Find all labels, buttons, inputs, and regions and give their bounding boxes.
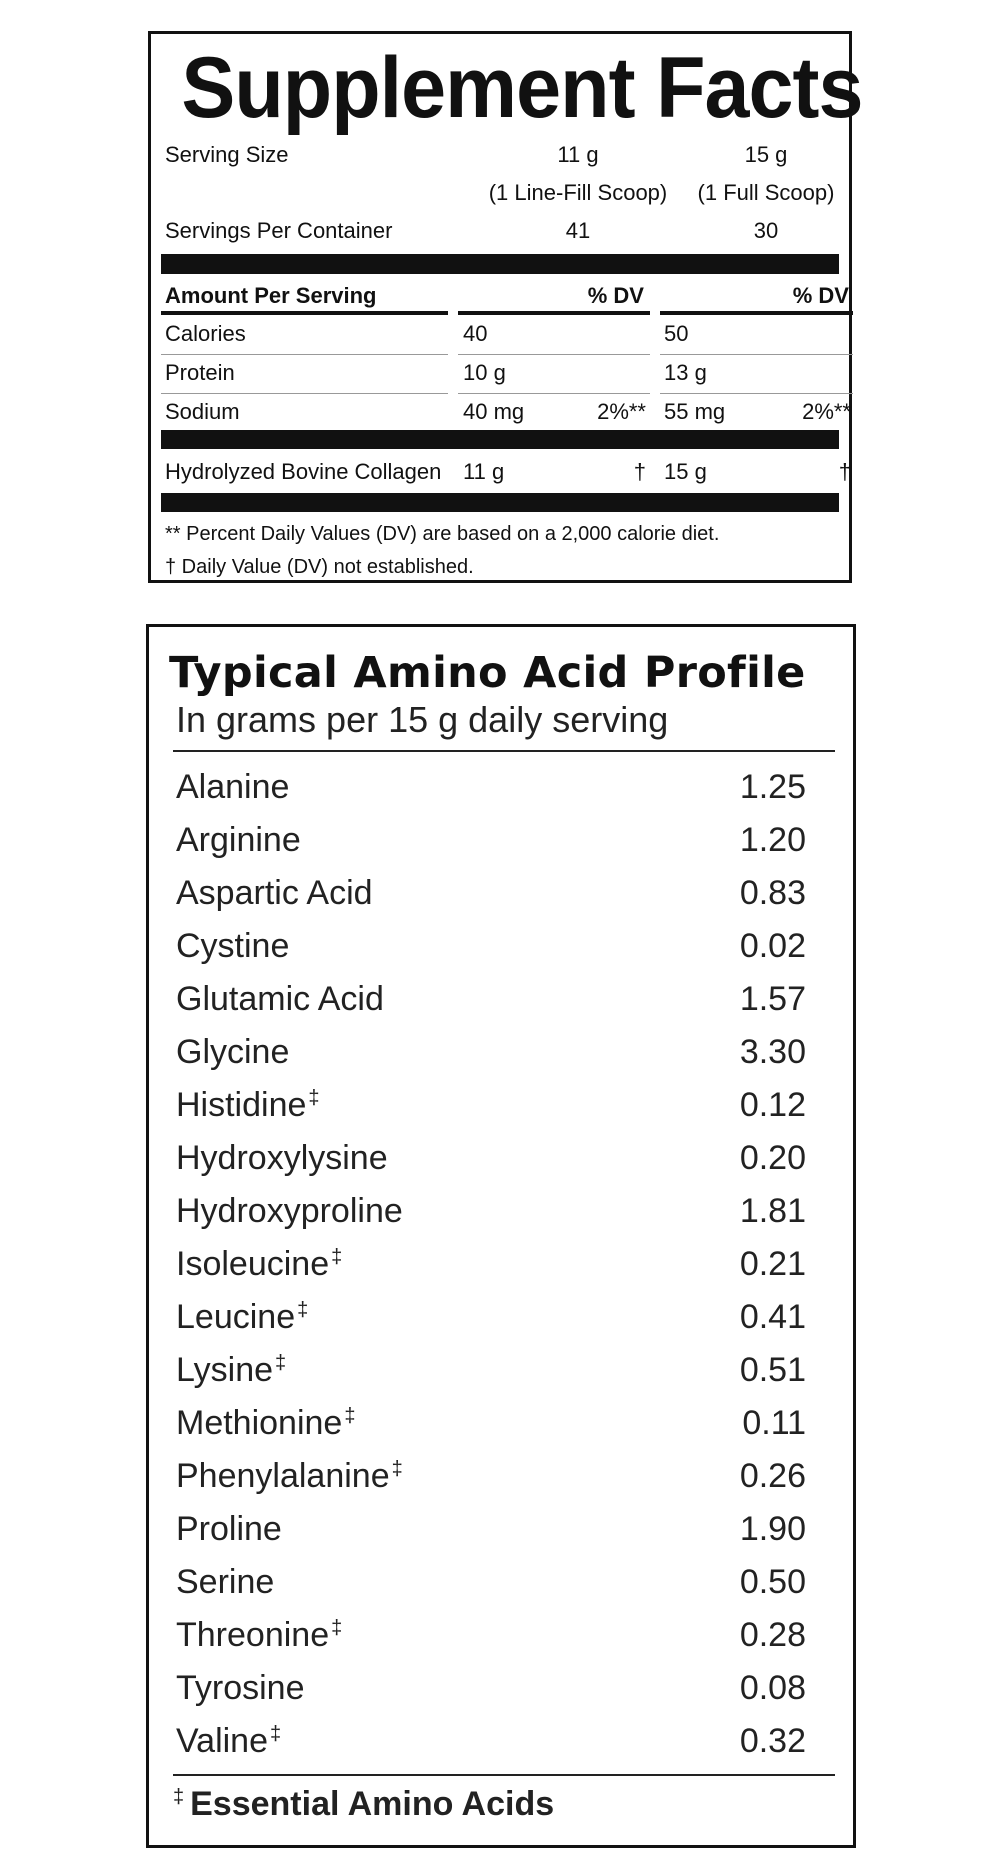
amino-acid-name: Hydroxylysine	[176, 1139, 388, 1177]
row-rule	[458, 354, 650, 355]
amino-acid-row	[176, 1503, 806, 1556]
amino-acid-name-cell	[176, 1503, 282, 1556]
nutrient-row-calories	[161, 314, 839, 353]
amino-acid-value: 0.20	[739, 1139, 806, 1177]
amino-acid-row	[176, 761, 806, 814]
amino-acid-row	[176, 1397, 806, 1450]
servings-per-container-row	[161, 212, 839, 250]
essential-mark: ‡	[331, 1616, 343, 1639]
nutrient-rows	[161, 314, 851, 431]
amino-acid-value: 0.32	[739, 1722, 806, 1760]
nutrient-label: Protein	[165, 360, 235, 385]
amino-acid-value: 0.21	[739, 1245, 806, 1283]
amino-acid-row	[176, 1450, 806, 1503]
amino-acid-row	[176, 1238, 806, 1291]
amino-acid-name: Histidine	[176, 1086, 307, 1124]
amino-acid-name-cell	[176, 973, 384, 1026]
essential-mark: ‡	[297, 1298, 309, 1321]
nutrient-amount-b: 55 mg	[664, 399, 726, 424]
amino-acid-name-cell	[176, 1185, 403, 1238]
amino-acid-name: Leucine	[176, 1298, 296, 1336]
amino-profile-title: Typical Amino Acid Profile	[169, 648, 806, 698]
nutrient-row-protein	[161, 353, 839, 392]
nutrient-amount-a: 40	[463, 321, 488, 346]
amino-acid-name-cell	[176, 1450, 403, 1503]
amino-acid-name: Hydroxyproline	[176, 1192, 403, 1230]
ingredient-b-dv: †	[838, 459, 851, 484]
amino-acid-row	[176, 1609, 806, 1662]
essential-legend-label: Essential Amino Acids	[190, 1785, 555, 1823]
row-rule	[660, 354, 853, 355]
servings-per-container-a: 41	[565, 218, 591, 243]
amino-acid-value: 1.25	[739, 768, 806, 806]
essential-mark: ‡	[173, 1785, 185, 1808]
nutrient-dv-a: 2%**	[597, 399, 646, 424]
amino-acid-name: Glutamic Acid	[176, 980, 384, 1018]
nutrient-label: Calories	[165, 321, 246, 346]
row-rule	[161, 393, 448, 394]
supplement-facts-panel	[148, 31, 863, 583]
amino-acid-name: Cystine	[176, 927, 290, 965]
amino-profile-bottom-rule	[173, 1774, 835, 1776]
amino-acid-row	[176, 920, 806, 973]
amino-acid-row	[176, 867, 806, 920]
essential-mark: ‡	[270, 1722, 282, 1745]
essential-mark: ‡	[275, 1351, 287, 1374]
amino-acid-name: Arginine	[176, 821, 301, 859]
amino-acid-profile-panel	[146, 624, 856, 1848]
amino-acid-name-cell	[176, 1397, 355, 1450]
nutrient-table	[161, 278, 851, 424]
amino-acid-name-cell	[176, 920, 289, 973]
amino-acid-name: Valine	[176, 1722, 268, 1760]
amino-acid-value: 1.20	[739, 821, 806, 859]
amino-acid-value: 0.11	[742, 1404, 806, 1442]
amino-acid-row	[176, 1026, 806, 1079]
amino-acid-row	[176, 1132, 806, 1185]
essential-mark: ‡	[391, 1457, 403, 1480]
amino-acid-row	[176, 1185, 806, 1238]
amino-acid-row	[176, 1344, 806, 1397]
amino-acid-name-cell	[176, 814, 301, 867]
amino-acid-list	[176, 761, 806, 1768]
supplement-facts-title: Supplement Facts	[181, 40, 863, 136]
footnote-dv-not-established: † Daily Value (DV) not established.	[165, 556, 474, 578]
amino-acid-row	[176, 1556, 806, 1609]
amino-acid-value: 0.50	[739, 1563, 806, 1601]
amino-acid-value: 0.12	[739, 1086, 806, 1124]
amino-acid-name: Proline	[176, 1510, 282, 1548]
divider-bar	[161, 493, 839, 512]
amino-acid-name-cell	[176, 1715, 281, 1768]
amino-acid-name-cell	[176, 867, 373, 920]
dv-header-b: % DV	[792, 283, 849, 308]
amino-acid-name: Methionine	[176, 1404, 343, 1442]
row-rule	[458, 393, 650, 394]
amino-acid-value: 1.81	[739, 1192, 806, 1230]
ingredient-a-dv: †	[633, 459, 646, 484]
nutrient-row-sodium	[161, 392, 851, 431]
serving-size-note-row	[161, 174, 839, 212]
amino-acid-name: Glycine	[176, 1033, 290, 1071]
amino-acid-value: 1.90	[739, 1510, 806, 1548]
servings-per-container-label: Servings Per Container	[165, 218, 393, 243]
amino-acid-name: Tyrosine	[176, 1669, 305, 1707]
serving-size-row	[161, 136, 839, 174]
ingredient-label: Hydrolyzed Bovine Collagen	[165, 459, 442, 484]
amino-acid-name-cell	[176, 1238, 342, 1291]
amino-acid-row	[176, 1715, 806, 1768]
amino-acid-name: Lysine	[176, 1351, 274, 1389]
amino-acid-row	[176, 1662, 806, 1715]
amino-acid-name: Threonine	[176, 1616, 330, 1654]
amino-acid-name-cell	[176, 1291, 308, 1344]
amino-acid-name-cell	[176, 1079, 320, 1132]
amino-acid-name: Serine	[176, 1563, 275, 1601]
dv-header-a: % DV	[587, 283, 644, 308]
essential-legend	[173, 1782, 554, 1826]
amino-acid-name: Aspartic Acid	[176, 874, 373, 912]
nutrient-amount-b: 50	[664, 321, 689, 346]
nutrient-amount-a: 10 g	[463, 360, 506, 385]
amino-acid-name-cell	[176, 761, 289, 814]
amino-acid-name-cell	[176, 1026, 289, 1079]
amino-acid-name: Isoleucine	[176, 1245, 330, 1283]
amino-acid-value: 0.28	[739, 1616, 806, 1654]
essential-mark: ‡	[331, 1245, 343, 1268]
ingredient-b: 15 g	[664, 459, 707, 484]
amino-acid-value: 0.41	[739, 1298, 806, 1336]
amino-acid-row	[176, 1291, 806, 1344]
amino-acid-row	[176, 814, 806, 867]
row-rule	[161, 354, 448, 355]
footnote-dv-basis: ** Percent Daily Values (DV) are based on a 2,000 calorie diet.	[165, 523, 720, 545]
divider-bar	[161, 254, 839, 274]
amino-acid-value: 0.26	[739, 1457, 806, 1495]
serving-size-b-note: (1 Full Scoop)	[697, 180, 835, 205]
serving-size-b: 15 g	[744, 142, 788, 167]
amino-profile-top-rule	[173, 750, 835, 752]
serving-size-a: 11 g	[557, 142, 599, 167]
row-rule	[660, 393, 853, 394]
amino-acid-name-cell	[176, 1556, 274, 1609]
amino-acid-value: 0.51	[739, 1351, 806, 1389]
amino-acid-name-cell	[176, 1662, 305, 1715]
nutrient-amount-b: 13 g	[664, 360, 707, 385]
divider-bar	[161, 430, 839, 449]
amino-profile-subtitle: In grams per 15 g daily serving	[176, 699, 669, 740]
nutrient-label: Sodium	[165, 399, 240, 424]
amino-acid-value: 0.02	[739, 927, 806, 965]
serving-size-a-note: (1 Line-Fill Scoop)	[488, 180, 668, 205]
nutrient-amount-a: 40 mg	[463, 399, 525, 424]
servings-per-container-b: 30	[753, 218, 779, 243]
serving-size-label: Serving Size	[165, 142, 289, 167]
amino-acid-value: 3.30	[739, 1033, 806, 1071]
amino-acid-value: 0.08	[739, 1669, 806, 1707]
amino-acid-name-cell	[176, 1344, 286, 1397]
ingredient-a: 11 g	[463, 459, 505, 484]
amino-acid-row	[176, 973, 806, 1026]
amino-acid-value: 1.57	[739, 980, 806, 1018]
essential-mark: ‡	[308, 1086, 320, 1109]
essential-mark: ‡	[344, 1404, 356, 1427]
amount-per-serving-label: Amount Per Serving	[165, 283, 377, 308]
nutrient-table-header	[161, 278, 849, 314]
amino-acid-name: Phenylalanine	[176, 1457, 390, 1495]
amino-acid-row	[176, 1079, 806, 1132]
amino-acid-name-cell	[176, 1609, 342, 1662]
amino-acid-value: 0.83	[739, 874, 806, 912]
nutrient-dv-b: 2%**	[802, 399, 851, 424]
amino-acid-name-cell	[176, 1132, 388, 1185]
amino-acid-name: Alanine	[176, 768, 290, 806]
ingredient-row	[161, 453, 851, 491]
